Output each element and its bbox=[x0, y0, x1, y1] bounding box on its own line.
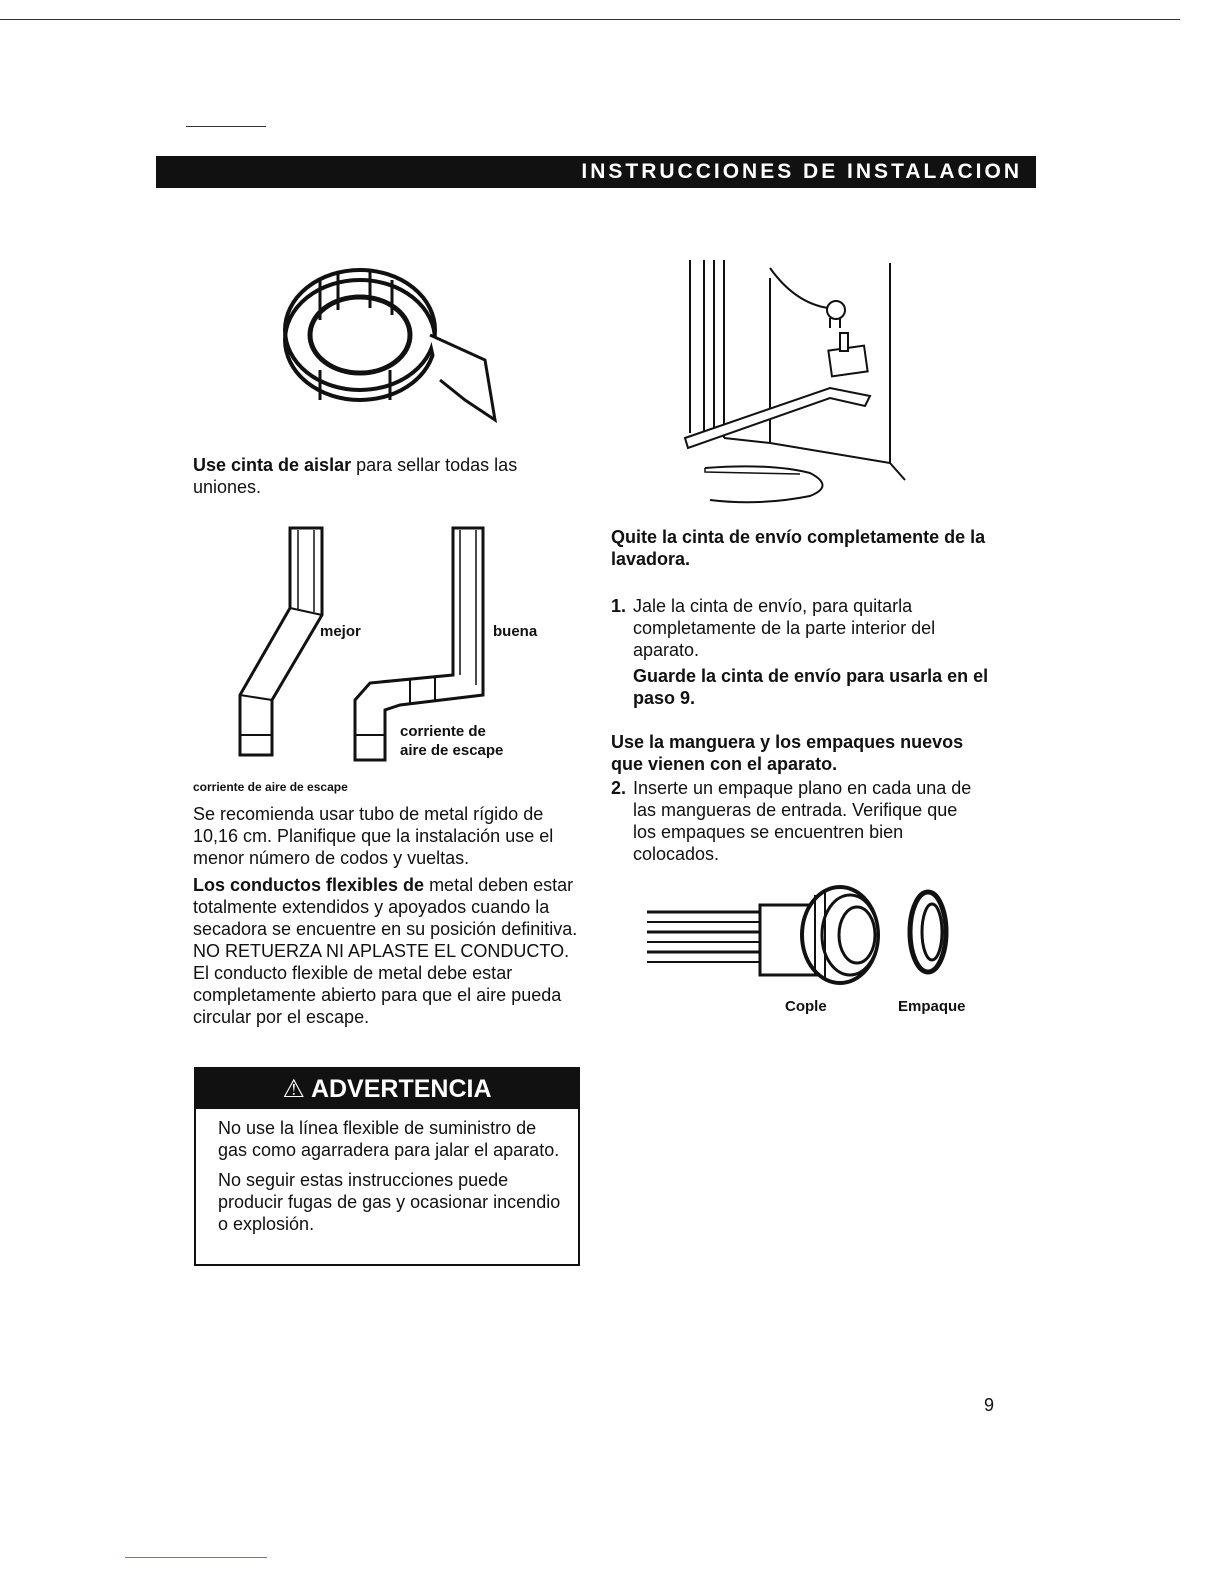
washer-label: Empaque bbox=[898, 998, 966, 1015]
coupling-label: Cople bbox=[785, 998, 827, 1015]
duct-label-airflow-left: corriente de aire de escape bbox=[193, 780, 348, 794]
warning-title: ADVERTENCIA bbox=[310, 1075, 492, 1103]
hose-coupling-illustration bbox=[645, 880, 965, 990]
tape-roll-illustration bbox=[280, 250, 500, 430]
warning-icon: ⚠ bbox=[282, 1075, 305, 1103]
step-1-text: Jale la cinta de envío, para quitarla completamente de la parte interior del aparato. bbox=[633, 596, 936, 660]
step-2 bbox=[611, 777, 981, 865]
step-2-text: Inserte un empaque plano en cada una de las mangueras de entrada. Verifique que los empaques se encuentren bien colocados. bbox=[633, 778, 972, 864]
step-1-bold: Guarde la cinta de envío para usarla en el paso 9. bbox=[633, 666, 989, 708]
tape-caption-bold: Use cinta de aislar bbox=[193, 455, 352, 475]
duct-paragraph-2-bold: Los conductos flexibles de bbox=[193, 875, 425, 895]
warning-body bbox=[196, 1109, 578, 1235]
step-1 bbox=[611, 595, 991, 709]
section-header: INSTRUCCIONES DE INSTALACION bbox=[156, 156, 1036, 188]
step-1-number: 1. bbox=[611, 596, 627, 616]
duct-label-good: buena bbox=[493, 623, 538, 640]
warning-text-1: No use la línea flexible de suministro de gas como agarradera para jalar el aparato. bbox=[218, 1118, 560, 1160]
tape-caption-rest: para sellar todas las uniones. bbox=[193, 455, 518, 497]
short-rule bbox=[186, 126, 266, 127]
duct-paragraph-1: Se recomienda usar tubo de metal rígido de 10,16 cm. Planifique que la instalación use el menor número de codos y vueltas. bbox=[193, 804, 554, 868]
duct-label-airflow-right-1: corriente de bbox=[400, 723, 486, 740]
right-heading-1: Quite la cinta de envío completamente de la lavadora. bbox=[611, 527, 986, 569]
warning-box bbox=[194, 1067, 580, 1266]
right-heading-2: Use la manguera y los empaques nuevos que vienen con el aparato. bbox=[611, 732, 964, 774]
duct-label-airflow-right-2: aire de escape bbox=[400, 742, 504, 759]
bottom-rule bbox=[125, 1557, 267, 1558]
tape-caption bbox=[193, 454, 573, 498]
top-rule bbox=[0, 19, 1180, 20]
warning-header bbox=[196, 1069, 578, 1109]
shipping-strap-illustration bbox=[680, 258, 910, 508]
duct-label-best: mejor bbox=[320, 623, 361, 640]
duct-paragraph-2-rest: metal deben estar totalmente extendidos y apoyados cuando la secadora se encuentre en su posición definitiva. NO RETUERZA NI APLASTE EL CONDUCTO. El conducto flexible de metal debe estar completamente abierto para que el aire pueda circular por el escape. bbox=[193, 875, 578, 1027]
warning-text-2: No seguir estas instrucciones puede producir fugas de gas y ocasionar incendio o explosión. bbox=[218, 1170, 561, 1234]
page-number: 9 bbox=[984, 1395, 995, 1415]
duct-paragraph-2 bbox=[193, 874, 578, 1028]
step-2-number: 2. bbox=[611, 778, 627, 798]
